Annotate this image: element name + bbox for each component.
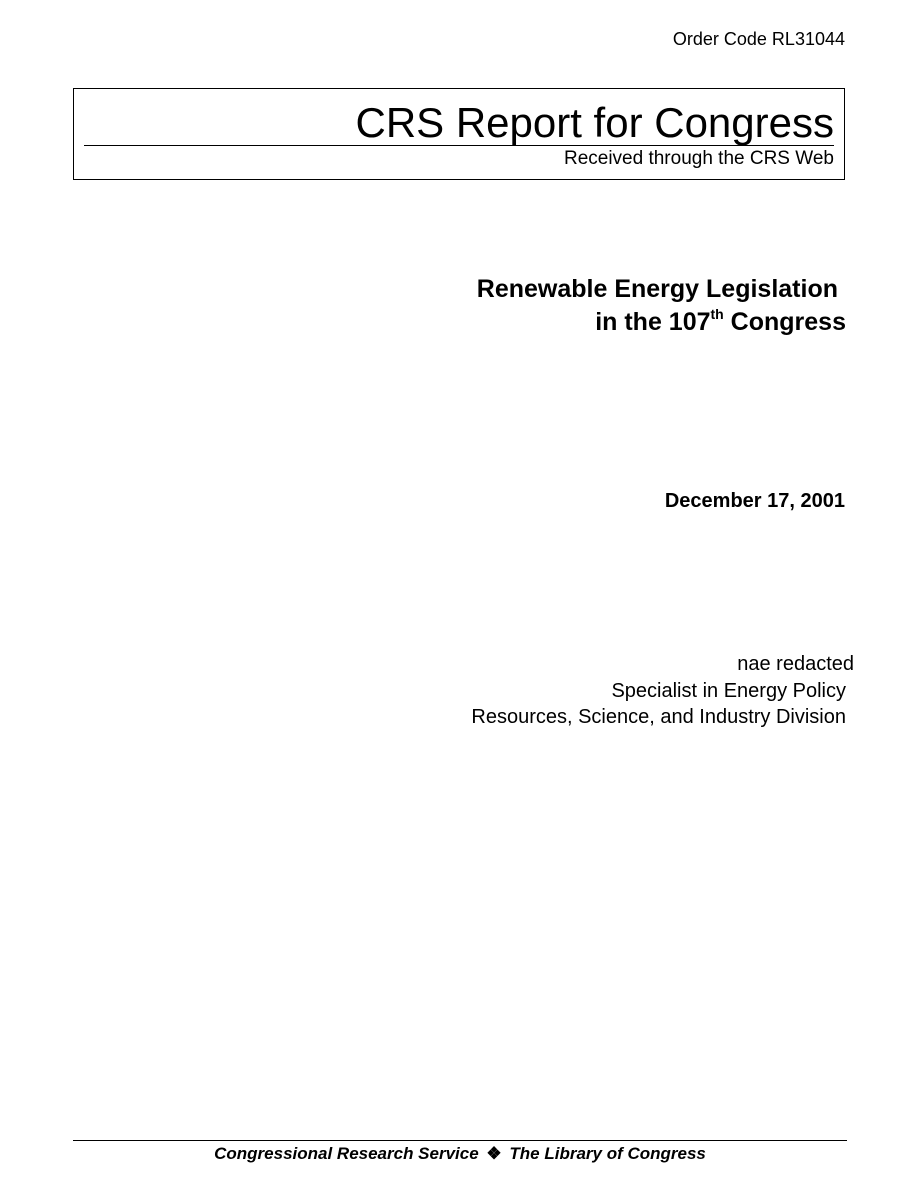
document-title-line-2 [477,306,846,339]
title-line-2-prefix: in the 107 [595,308,711,336]
footer-library: The Library of Congress [509,1144,706,1163]
footer-publisher: Congressional Research Service [214,1144,479,1163]
title-line-2-suffix: Congress [723,308,846,336]
report-header-box [73,88,845,180]
diamond-ornament-icon: ❖ [486,1144,502,1163]
report-series-subtitle: Received through the CRS Web [563,148,834,169]
header-divider [84,145,834,146]
report-series-title: CRS Report for Congress [355,99,834,146]
author-division: Resources, Science, and Industry Division [471,706,846,728]
footer-divider [73,1140,847,1141]
author-block [471,651,854,731]
document-title-line-1: Renewable Energy Legislation [476,275,838,303]
author-name: nae redacted [737,653,854,675]
document-title [477,273,846,339]
title-ordinal-suffix: th [710,306,724,322]
document-date: December 17, 2001 [664,490,845,512]
order-code: Order Code RL31044 [672,29,845,49]
footer [73,1143,847,1165]
author-position: Specialist in Energy Policy [611,679,846,702]
